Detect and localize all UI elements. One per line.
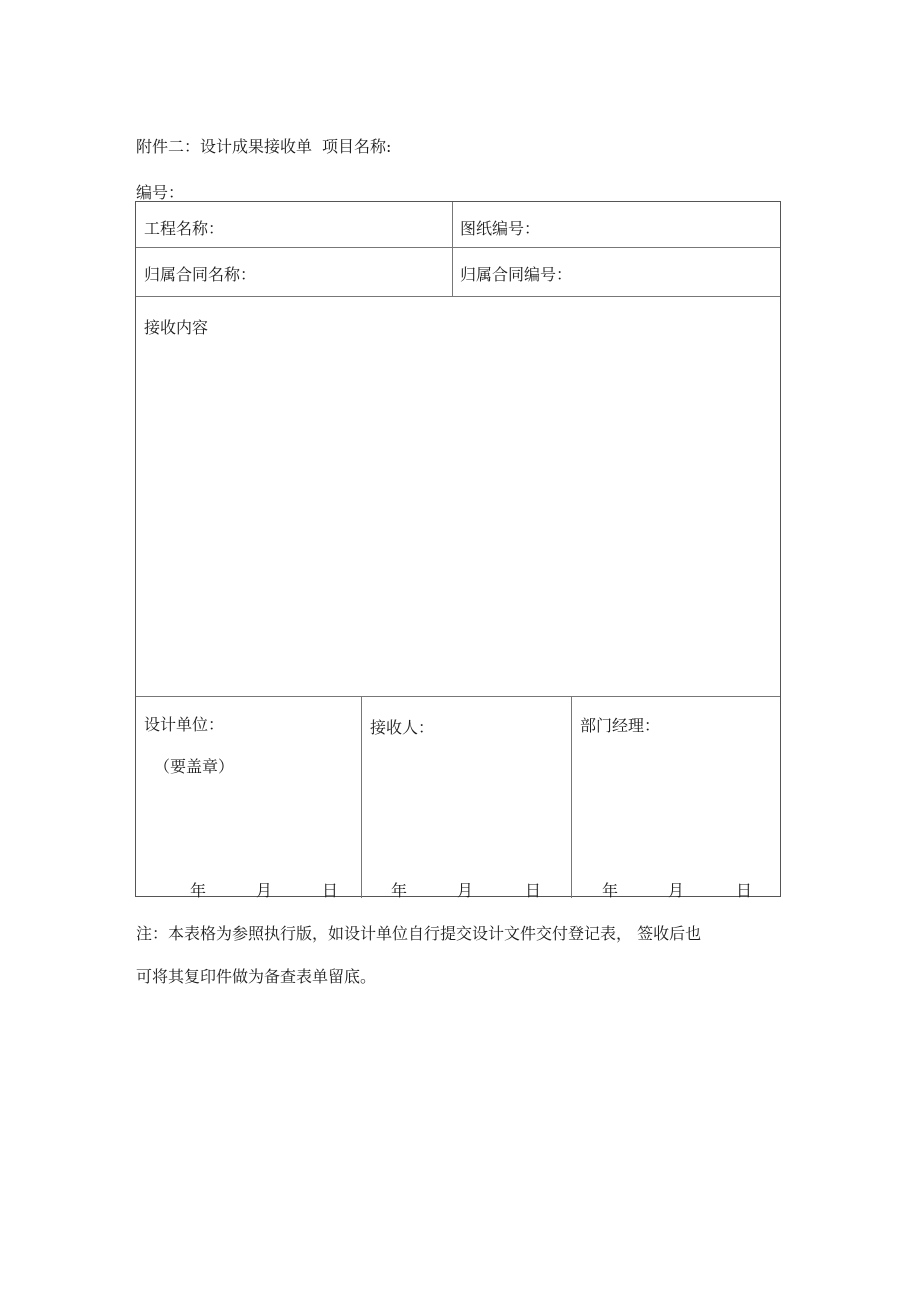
date-year: 年 — [391, 881, 408, 900]
date-day: 日 — [736, 881, 753, 900]
document-header — [136, 134, 391, 157]
date-day: 日 — [525, 881, 542, 900]
project-name-field-label: 工程名称： — [144, 219, 225, 238]
column-divider — [361, 696, 362, 898]
received-content-label: 接收内容 — [144, 318, 209, 337]
footnote-line-2: 可将其复印件做为备查表单留底。 — [136, 967, 377, 986]
receipt-form — [135, 201, 781, 900]
row-divider — [136, 247, 780, 248]
column-divider — [571, 696, 572, 898]
contract-name-field-label: 归属合同名称： — [144, 265, 257, 284]
project-name-label: 项目名称: — [322, 137, 392, 156]
design-unit-label: 设计单位： — [144, 715, 225, 734]
department-manager-label: 部门经理： — [580, 716, 661, 735]
drawing-number-field-label: 图纸编号： — [460, 219, 541, 238]
date-year: 年 — [190, 881, 207, 900]
seal-required-note: （要盖章） — [154, 757, 235, 776]
footnote-line-1: 注：本表格为参照执行版，如设计单位自行提交设计文件交付登记表， 签收后也 — [136, 924, 702, 943]
row-divider — [136, 696, 780, 697]
date-month: 月 — [457, 881, 474, 900]
receiver-label: 接收人： — [370, 718, 435, 737]
date-month: 月 — [256, 881, 273, 900]
serial-number-label: 编号： — [136, 183, 185, 202]
date-day: 日 — [322, 881, 339, 900]
row-divider — [136, 296, 780, 297]
column-divider — [452, 202, 453, 296]
document-title: 附件二：设计成果接收单 — [136, 137, 313, 156]
date-month: 月 — [668, 881, 685, 900]
contract-number-field-label: 归属合同编号： — [460, 265, 573, 284]
date-year: 年 — [602, 881, 619, 900]
